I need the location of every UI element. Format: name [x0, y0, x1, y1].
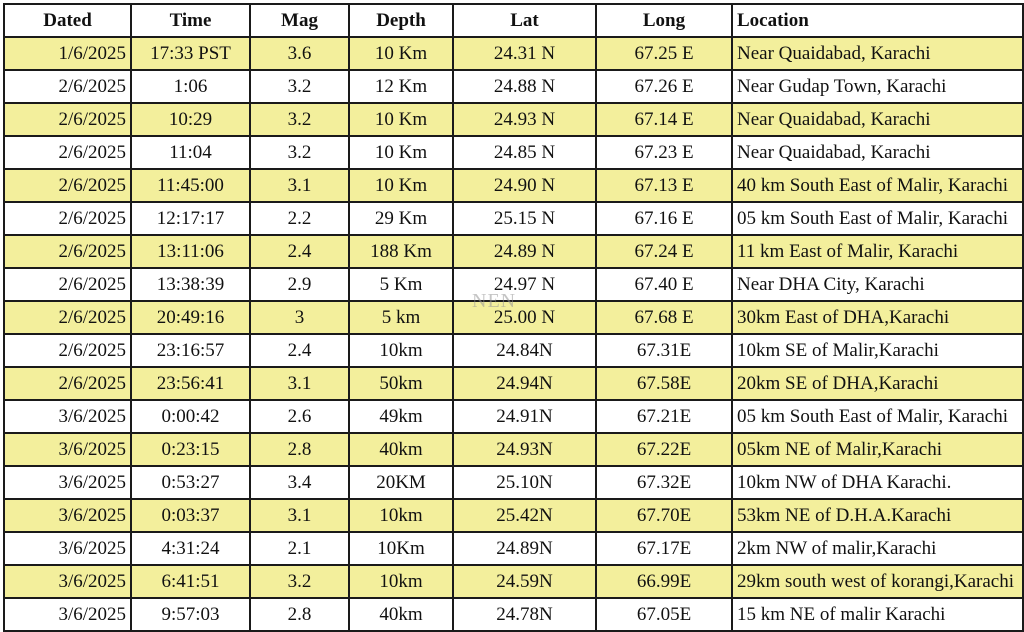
- cell-location: Near Quaidabad, Karachi: [732, 37, 1023, 70]
- cell-depth: 10 Km: [349, 136, 453, 169]
- cell-mag: 2.9: [250, 268, 349, 301]
- cell-location: 10km NW of DHA Karachi.: [732, 466, 1023, 499]
- cell-mag: 3.6: [250, 37, 349, 70]
- cell-lat: 25.42N: [453, 499, 596, 532]
- cell-mag: 2.8: [250, 433, 349, 466]
- table-row: [4, 70, 1023, 103]
- cell-lat: 24.84N: [453, 334, 596, 367]
- cell-depth: 12 Km: [349, 70, 453, 103]
- cell-dated: 2/6/2025: [4, 268, 131, 301]
- cell-long: 67.31E: [596, 334, 732, 367]
- table-row: [4, 103, 1023, 136]
- cell-depth: 10 Km: [349, 103, 453, 136]
- cell-time: 6:41:51: [131, 565, 250, 598]
- header-depth: Depth: [349, 4, 453, 37]
- cell-depth: 10km: [349, 334, 453, 367]
- cell-dated: 2/6/2025: [4, 136, 131, 169]
- header-long: Long: [596, 4, 732, 37]
- cell-dated: 2/6/2025: [4, 301, 131, 334]
- cell-lat: 24.31 N: [453, 37, 596, 70]
- table-row: [4, 235, 1023, 268]
- cell-long: 67.17E: [596, 532, 732, 565]
- cell-time: 23:56:41: [131, 367, 250, 400]
- cell-mag: 2.2: [250, 202, 349, 235]
- table-row: [4, 37, 1023, 70]
- cell-lat: 24.78N: [453, 598, 596, 631]
- cell-time: 13:38:39: [131, 268, 250, 301]
- cell-lat: 24.93 N: [453, 103, 596, 136]
- table-row: [4, 334, 1023, 367]
- cell-mag: 2.6: [250, 400, 349, 433]
- cell-time: 4:31:24: [131, 532, 250, 565]
- cell-mag: 3.1: [250, 169, 349, 202]
- cell-long: 66.99E: [596, 565, 732, 598]
- cell-dated: 2/6/2025: [4, 70, 131, 103]
- cell-long: 67.23 E: [596, 136, 732, 169]
- header-dated: Dated: [4, 4, 131, 37]
- cell-long: 67.22E: [596, 433, 732, 466]
- cell-dated: 2/6/2025: [4, 103, 131, 136]
- cell-dated: 3/6/2025: [4, 532, 131, 565]
- cell-time: 12:17:17: [131, 202, 250, 235]
- cell-long: 67.05E: [596, 598, 732, 631]
- cell-dated: 2/6/2025: [4, 334, 131, 367]
- cell-location: 53km NE of D.H.A.Karachi: [732, 499, 1023, 532]
- cell-dated: 3/6/2025: [4, 598, 131, 631]
- cell-mag: 3.1: [250, 367, 349, 400]
- cell-mag: 2.4: [250, 334, 349, 367]
- cell-time: 10:29: [131, 103, 250, 136]
- cell-lat: 24.93N: [453, 433, 596, 466]
- cell-lat: 25.10N: [453, 466, 596, 499]
- cell-long: 67.40 E: [596, 268, 732, 301]
- header-mag: Mag: [250, 4, 349, 37]
- cell-lat: 25.15 N: [453, 202, 596, 235]
- cell-mag: 3.4: [250, 466, 349, 499]
- table-row: [4, 367, 1023, 400]
- table-row: [4, 499, 1023, 532]
- cell-lat: 24.94N: [453, 367, 596, 400]
- cell-time: 13:11:06: [131, 235, 250, 268]
- cell-location: 10km SE of Malir,Karachi: [732, 334, 1023, 367]
- cell-lat: 24.89N: [453, 532, 596, 565]
- table-row: [4, 268, 1023, 301]
- table-row: [4, 301, 1023, 334]
- cell-location: 29km south west of korangi,Karachi: [732, 565, 1023, 598]
- cell-depth: 50km: [349, 367, 453, 400]
- table-row: [4, 136, 1023, 169]
- cell-dated: 3/6/2025: [4, 466, 131, 499]
- header-location: Location: [732, 4, 1023, 37]
- cell-dated: 1/6/2025: [4, 37, 131, 70]
- table-body: [4, 37, 1023, 631]
- cell-lat: 24.89 N: [453, 235, 596, 268]
- cell-long: 67.16 E: [596, 202, 732, 235]
- cell-location: 15 km NE of malir Karachi: [732, 598, 1023, 631]
- cell-dated: 3/6/2025: [4, 433, 131, 466]
- header-lat: Lat: [453, 4, 596, 37]
- cell-time: 0:53:27: [131, 466, 250, 499]
- cell-location: 05 km South East of Malir, Karachi: [732, 400, 1023, 433]
- cell-depth: 5 Km: [349, 268, 453, 301]
- cell-lat: 24.91N: [453, 400, 596, 433]
- cell-dated: 2/6/2025: [4, 235, 131, 268]
- cell-long: 67.13 E: [596, 169, 732, 202]
- cell-lat: 24.88 N: [453, 70, 596, 103]
- cell-location: Near Quaidabad, Karachi: [732, 103, 1023, 136]
- cell-time: 9:57:03: [131, 598, 250, 631]
- cell-time: 0:03:37: [131, 499, 250, 532]
- cell-dated: 3/6/2025: [4, 499, 131, 532]
- cell-depth: 10km: [349, 499, 453, 532]
- cell-lat: 24.59N: [453, 565, 596, 598]
- cell-long: 67.14 E: [596, 103, 732, 136]
- cell-time: 0:23:15: [131, 433, 250, 466]
- cell-location: 20km SE of DHA,Karachi: [732, 367, 1023, 400]
- cell-depth: 10 Km: [349, 169, 453, 202]
- cell-depth: 10Km: [349, 532, 453, 565]
- cell-mag: 3.2: [250, 70, 349, 103]
- cell-depth: 10km: [349, 565, 453, 598]
- cell-long: 67.70E: [596, 499, 732, 532]
- cell-depth: 29 Km: [349, 202, 453, 235]
- cell-long: 67.32E: [596, 466, 732, 499]
- cell-mag: 3.1: [250, 499, 349, 532]
- cell-location: 2km NW of malir,Karachi: [732, 532, 1023, 565]
- cell-depth: 10 Km: [349, 37, 453, 70]
- table-row: [4, 400, 1023, 433]
- cell-depth: 188 Km: [349, 235, 453, 268]
- cell-location: 05km NE of Malir,Karachi: [732, 433, 1023, 466]
- cell-time: 20:49:16: [131, 301, 250, 334]
- cell-depth: 40km: [349, 433, 453, 466]
- cell-time: 1:06: [131, 70, 250, 103]
- cell-location: Near Quaidabad, Karachi: [732, 136, 1023, 169]
- cell-long: 67.25 E: [596, 37, 732, 70]
- cell-long: 67.24 E: [596, 235, 732, 268]
- cell-time: 11:04: [131, 136, 250, 169]
- cell-long: 67.68 E: [596, 301, 732, 334]
- cell-location: 05 km South East of Malir, Karachi: [732, 202, 1023, 235]
- cell-location: 30km East of DHA,Karachi: [732, 301, 1023, 334]
- cell-dated: 3/6/2025: [4, 400, 131, 433]
- cell-dated: 2/6/2025: [4, 367, 131, 400]
- cell-dated: 2/6/2025: [4, 202, 131, 235]
- cell-time: 23:16:57: [131, 334, 250, 367]
- cell-location: Near DHA City, Karachi: [732, 268, 1023, 301]
- table-row: [4, 466, 1023, 499]
- cell-mag: 3.2: [250, 565, 349, 598]
- cell-mag: 2.8: [250, 598, 349, 631]
- table-row: [4, 598, 1023, 631]
- table-row: [4, 169, 1023, 202]
- watermark: NEN: [472, 290, 517, 312]
- cell-mag: 3.2: [250, 136, 349, 169]
- cell-time: 0:00:42: [131, 400, 250, 433]
- cell-mag: 2.1: [250, 532, 349, 565]
- cell-depth: 40km: [349, 598, 453, 631]
- cell-lat: 24.85 N: [453, 136, 596, 169]
- cell-time: 17:33 PST: [131, 37, 250, 70]
- cell-depth: 49km: [349, 400, 453, 433]
- cell-location: 11 km East of Malir, Karachi: [732, 235, 1023, 268]
- header-time: Time: [131, 4, 250, 37]
- cell-lat: 24.90 N: [453, 169, 596, 202]
- cell-time: 11:45:00: [131, 169, 250, 202]
- earthquake-table: [3, 3, 1024, 632]
- cell-dated: 3/6/2025: [4, 565, 131, 598]
- cell-mag: 3: [250, 301, 349, 334]
- table-row: [4, 565, 1023, 598]
- cell-depth: 5 km: [349, 301, 453, 334]
- cell-long: 67.58E: [596, 367, 732, 400]
- header-row: [4, 4, 1023, 37]
- table-row: [4, 433, 1023, 466]
- cell-lat: 24.97 N: [453, 268, 596, 301]
- cell-lat: 25.00 N: [453, 301, 596, 334]
- cell-long: 67.21E: [596, 400, 732, 433]
- cell-depth: 20KM: [349, 466, 453, 499]
- cell-mag: 2.4: [250, 235, 349, 268]
- cell-location: 40 km South East of Malir, Karachi: [732, 169, 1023, 202]
- cell-mag: 3.2: [250, 103, 349, 136]
- cell-long: 67.26 E: [596, 70, 732, 103]
- cell-dated: 2/6/2025: [4, 169, 131, 202]
- table-row: [4, 202, 1023, 235]
- cell-location: Near Gudap Town, Karachi: [732, 70, 1023, 103]
- table-row: [4, 532, 1023, 565]
